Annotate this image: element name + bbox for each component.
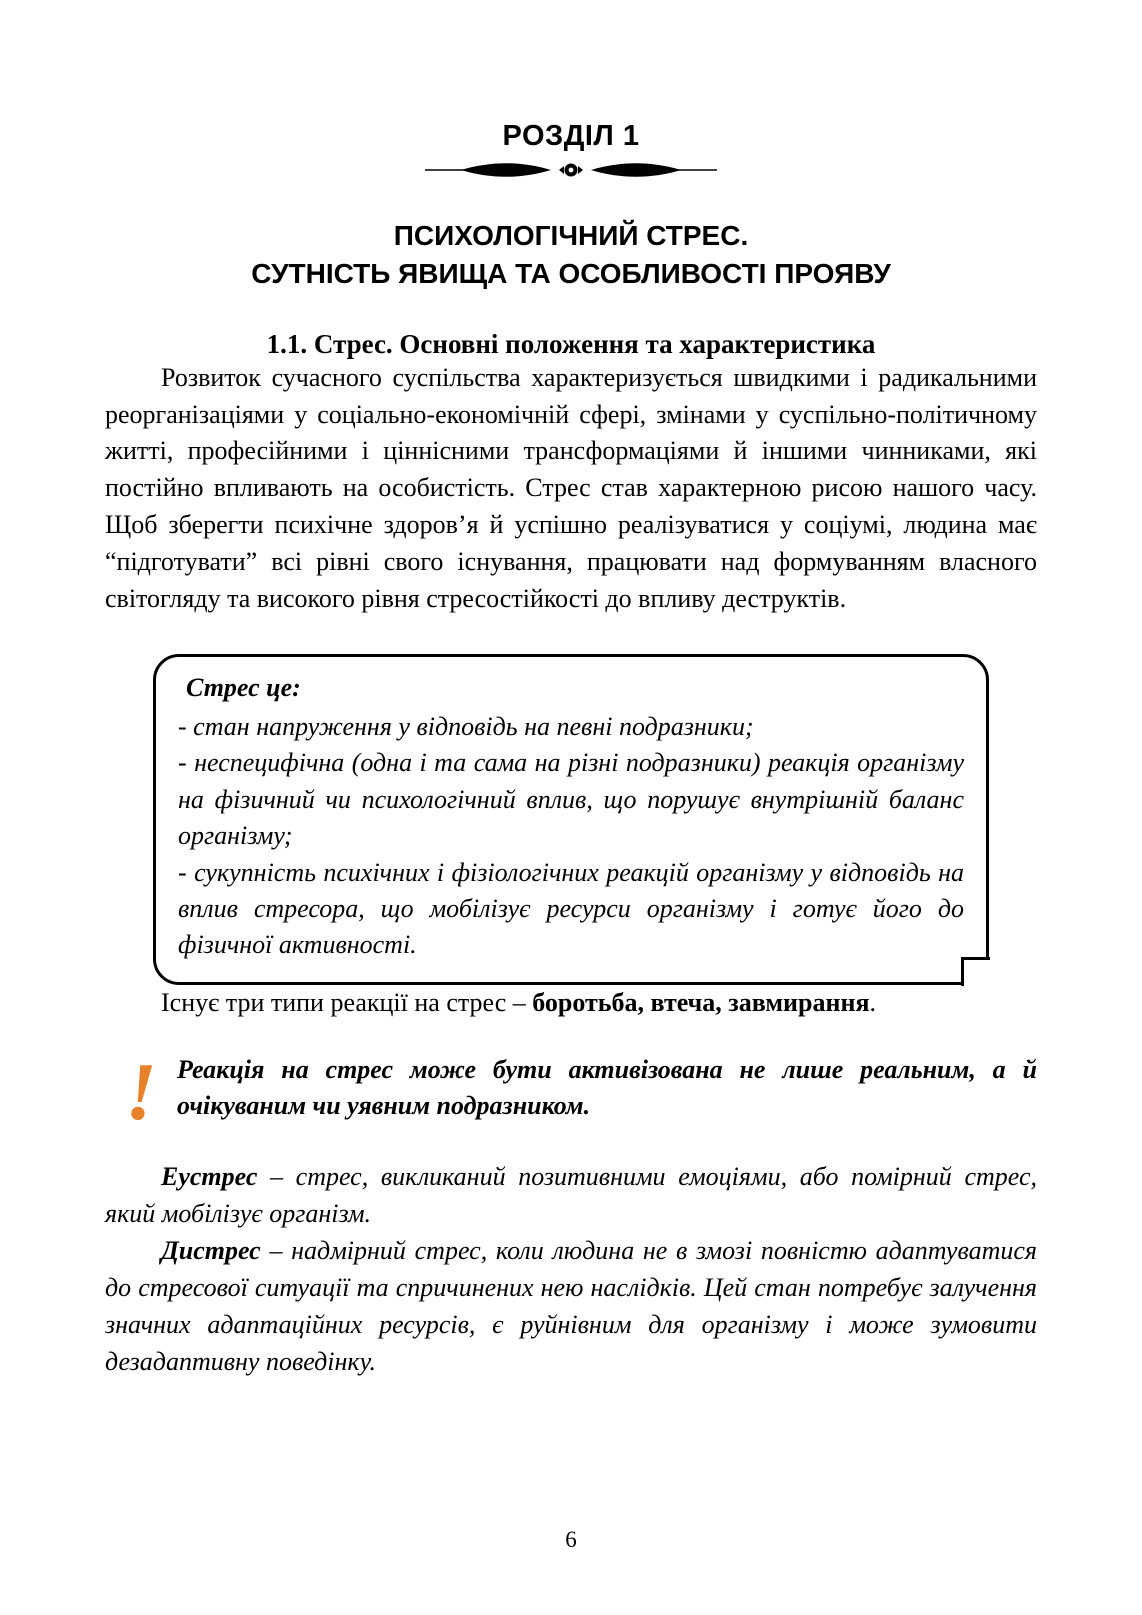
callout-item: - стан напруження у відповідь на певні подразники; <box>178 711 754 741</box>
ornamental-divider-icon <box>421 157 721 183</box>
section-heading: 1.1. Стрес. Основні положення та характеристика <box>266 328 876 359</box>
terms-list <box>105 1159 1037 1380</box>
term-definition: – стрес, викликаний позитивними емоціями, або помірний стрес, який мобілізує організм. <box>105 1162 1037 1228</box>
page-title <box>105 217 1037 293</box>
exclamation-mark-icon: ! <box>125 1045 157 1137</box>
term-name: Еустрес <box>161 1162 258 1192</box>
callout-title: Стрес це: <box>186 672 301 702</box>
reactions-paragraph-prefix: Існує три типи реакції на стрес – <box>161 987 533 1017</box>
chapter-label: РОЗДІЛ 1 <box>502 120 640 152</box>
term-distress <box>105 1233 1037 1381</box>
reactions-paragraph-emphasis: боротьба, втеча, завмирання <box>532 987 870 1017</box>
callout-item: - сукупність психічних і фізіологічних реакцій організму у відповідь на вплив стресора, що мобілізує ресурси організму і готує його до фізичної активності. <box>178 857 964 960</box>
reactions-paragraph <box>105 985 1037 1022</box>
term-definition: – надмірний стрес, коли людина не в змозі повністю адаптуватися до стресової ситуації та спричинених нею наслідків. Цей стан потребує залучення значних адаптаційних ресурсів, є руйнівним для організму і може зумовити дезадаптивну поведінку. <box>105 1235 1037 1376</box>
page-title-line-1: ПСИХОЛОГІЧНИЙ СТРЕС. <box>393 220 749 251</box>
stress-definition-callout <box>153 654 989 985</box>
attention-note-text: Реакція на стрес може бути активізована не лише реальним, а й очікуваним чи уявним подразником. <box>177 1054 1037 1121</box>
page-title-line-2: СУТНІСТЬ ЯВИЩА ТА ОСОБЛИВОСТІ ПРОЯВУ <box>251 257 891 289</box>
callout-item: - неспецифічна (одна і та сама на різні подразники) реакція організму на фізичний чи психологічний вплив, що порушує внутрішній баланс організму; <box>178 748 964 851</box>
page-number: 6 <box>565 1527 577 1552</box>
term-eustress <box>105 1159 1037 1233</box>
attention-note <box>105 1045 1037 1137</box>
reactions-paragraph-suffix: . <box>869 987 877 1017</box>
term-name: Дистрес <box>161 1235 261 1265</box>
intro-paragraph: Розвиток сучасного суспільства характеризується швидкими і радикальними реорганізаціями у соціально-економічній сфері, змінами у суспільно-політичному житті, професійними і ціннісними трансформаціями й іншими чинниками, які постійно впливають на особистість. Стрес став характерною рисою нашого часу. Щоб зберегти психічне здоров’я й успішно реалізуватися у соціумі, людина має “підготувати” всі рівні свого існування, працювати над формуванням власного світогляду та високого рівня стресостійкості до впливу деструктів. <box>105 362 1037 614</box>
